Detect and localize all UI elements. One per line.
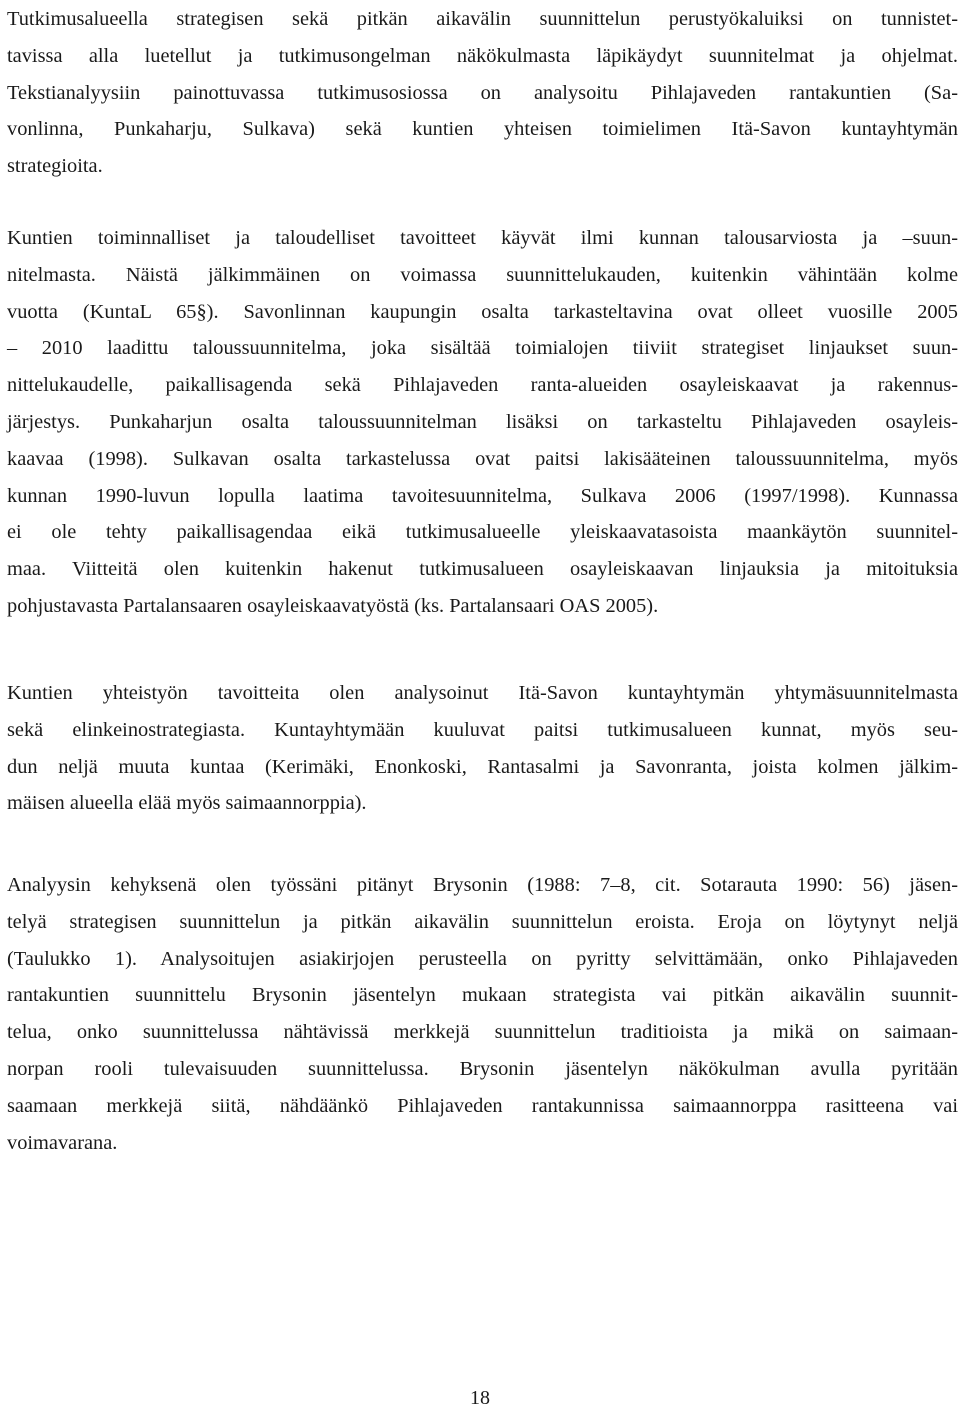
- text-line: nitelmasta. Näistä jälkimmäinen on voimassa suunnittelukauden, kuitenkin vähintään kolme: [7, 263, 958, 286]
- text-line: telyä strategisen suunnittelun ja pitkän aikavälin suunnittelun eroista. Eroja on löytynyt neljä: [7, 910, 958, 933]
- text-line: Kuntien yhteistyön tavoitteita olen analysoinut Itä-Savon kuntayhtymän yhtymäsuunnitelmasta: [7, 682, 958, 704]
- text-line: dun neljä muuta kuntaa (Kerimäki, Enonkoski, Rantasalmi ja Savonranta, joista kolmen jälkim-: [7, 755, 958, 778]
- text-line: vonlinna, Punkaharju, Sulkava) sekä kuntien yhteisen toimielimen Itä-Savon kuntayhtymän: [7, 118, 958, 141]
- text-line: nittelukaudelle, paikallisagenda sekä Pihlajaveden ranta-alueiden osayleiskaavat ja rakennus-: [7, 374, 958, 397]
- text-line: norpan rooli tulevaisuuden suunnittelussa. Brysonin jäsentelyn näkökulman avulla pyritään: [7, 1057, 958, 1080]
- text-line: Tekstianalyysiin painottuvassa tutkimusosiossa on analysoitu Pihlajaveden rantakuntien (Sa-: [7, 81, 958, 104]
- text-line: sekä elinkeinostrategiasta. Kuntayhtymään kuuluvat paitsi tutkimusalueen kunnat, myös seu-: [7, 718, 958, 741]
- text-line: järjestys. Punkaharjun osalta taloussuunnitelman lisäksi on tarkasteltu Pihlajaveden osayleis-: [7, 410, 958, 433]
- text-line: ei ole tehty paikallisagendaa eikä tutkimusalueelle yleiskaavatasoista maankäytön suunnitel-: [7, 521, 958, 544]
- text-line: voimavarana.: [7, 1131, 118, 1154]
- text-line: strategioita.: [7, 155, 103, 178]
- text-line: rantakuntien suunnittelu Brysonin jäsentelyn mukaan strategista vai pitkän aikavälin suunnit-: [7, 984, 958, 1007]
- text-line: kaavaa (1998). Sulkavan osalta tarkastelussa ovat paitsi lakisääteinen taloussuunnitelma, myös: [7, 447, 958, 470]
- text-line: – 2010 laadittu taloussuunnitelma, joka sisältää toimialojen tiiviit strategiset linjaukset suun-: [7, 337, 958, 360]
- text-line: Tutkimusalueella strategisen sekä pitkän aikavälin suunnittelun perustyökaluiksi on tunnistet-: [7, 8, 958, 30]
- text-line: (Taulukko 1). Analysoitujen asiakirjojen perusteella on pyritty selvittämään, onko Pihlajaveden: [7, 947, 958, 970]
- text-line: maa. Viitteitä olen kuitenkin hakenut tutkimusalueen osayleiskaavan linjauksia ja mitoituksia: [7, 558, 958, 581]
- paragraph-cooperation-goals: [7, 675, 958, 822]
- paragraph-municipal-goals: [7, 220, 958, 625]
- text-line: pohjustavasta Partalansaaren osayleiskaavatyöstä (ks. Partalansaari OAS 2005).: [7, 594, 659, 617]
- paragraph-planning-tools: [7, 1, 958, 185]
- text-line: kunnan 1990-luvun lopulla laatima tavoitesuunnitelma, Sulkava 2006 (1997/1998). Kunnassa: [7, 484, 958, 507]
- text-line: Kuntien toiminnalliset ja taloudelliset tavoitteet käyvät ilmi kunnan talousarviosta ja –suun-: [7, 227, 958, 249]
- text-line: tavissa alla luetellut ja tutkimusongelman näkökulmasta läpikäydyt suunnitelmat ja ohjelmat.: [7, 44, 958, 67]
- text-line: mäisen alueella elää myös saimaannorppia).: [7, 792, 367, 815]
- paragraph-analysis-framework: [7, 867, 958, 1161]
- page-number: 18: [470, 1387, 490, 1409]
- text-line: saamaan merkkejä siitä, nähdäänkö Pihlajaveden rantakunnissa saimaannorppa rasitteena vai: [7, 1094, 958, 1117]
- text-line: telua, onko suunnittelussa nähtävissä merkkejä suunnittelun traditioista ja mikä on saimaan-: [7, 1021, 958, 1044]
- text-line: vuotta (KuntaL 65§). Savonlinnan kaupungin osalta tarkasteltavina ovat olleet vuosille 2005: [7, 300, 958, 323]
- text-line: Analyysin kehyksenä olen työssäni pitänyt Brysonin (1988: 7–8, cit. Sotarauta 1990: 56) jäsen-: [7, 874, 958, 896]
